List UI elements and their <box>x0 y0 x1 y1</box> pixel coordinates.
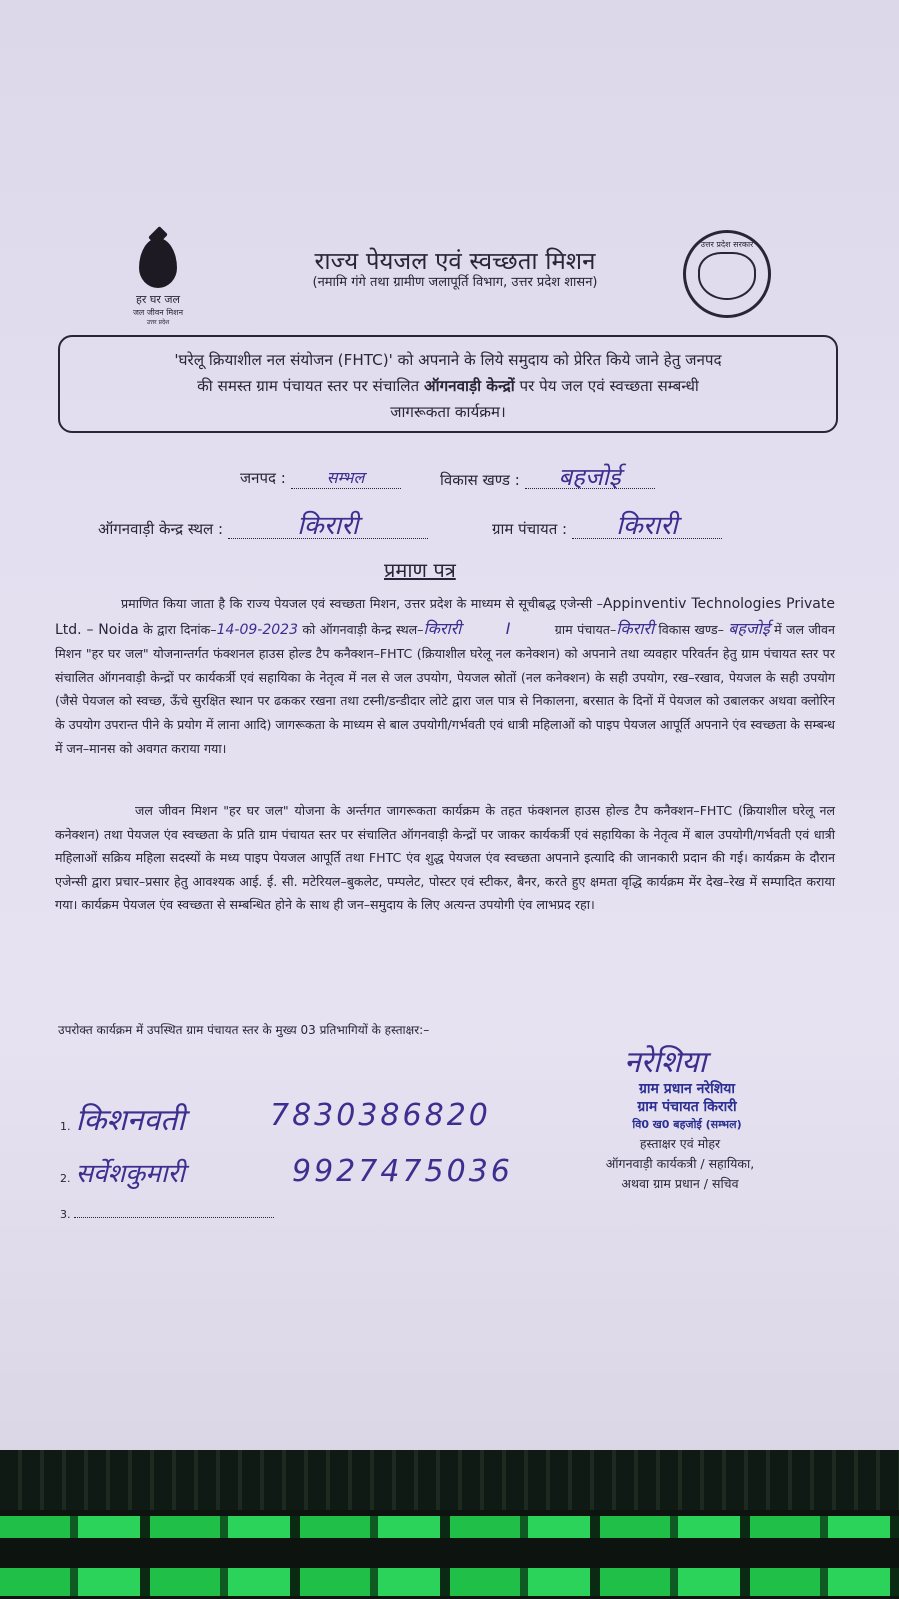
har-ghar-jal-logo <box>118 238 198 326</box>
certificate-paragraph-1: प्रमाणित किया जाता है कि राज्य पेयजल एवं स्वच्छता मिशन, उत्तर प्रदेश के माध्यम से सूचीबद्ध एजेन्सी –Appinventiv Technologies Private Ltd. – Noida के द्वारा दिनांक–14-09-2023 को ऑगनवाड़ी केन्द्र स्थल–किरारी I ग्राम पंचायत–किरारी विकास खण्ड– बहजोई में जल जीवन मिशन "हर घर जल" योजनान्तर्गत फंक्शनल हाउस होल्ड टैप कनैक्शन–FHTC (क्रियाशील घरेलू नल कनेक्शन) को अपनाने तथा व्यवहार परिवर्तन हेतु ग्राम पंचायत स्तर पर संचालित ऑगनवाड़ी केन्द्रों पर कार्यकर्त्री एवं सहायिका के नेतृत्व में नल से जल उपयोग, पेयजल स्रोतों (नल कनेक्शन) के सही उपयोग, रख–रखाव, पेयजल के सही उपयोग (जैसे पेयजल को स्वच्छ, ऊँचे सुरक्षित स्थान पर ढककर रखना तथा टस्नी/डन्डीदार लोटे द्वारा जल पात्र से निकालना, बरसात के दिनों में पेयजल को उबालकर अथवा क्लोरिन के उपयोग उपरान्त पीने के प्रयोग में लाना आदि) जागरूकता के माध्यम से बाल उपयोगी/गर्भवती एवं धात्री महिलाओं को पाइप पेयजल आपूर्ति अपनाने एंव स्वच्छता के सम्बन्ध में जन–मानस को अवगत कराया गया। <box>55 596 835 756</box>
vikas-khand-value: बहजोई <box>525 466 655 489</box>
certificate-heading: प्रमाण पत्र <box>384 558 456 582</box>
program-date: 14-09-2023 <box>216 621 298 638</box>
participant-phone-2: 9927475036 <box>292 1154 513 1189</box>
background-mat <box>0 1450 899 1599</box>
vikas-khand-field <box>440 463 655 491</box>
participant-name-2: सर्वेशकुमारी <box>75 1159 185 1189</box>
anganwadi-value: किरारी <box>228 514 428 539</box>
gram-panchayat-value: किरारी <box>572 514 722 539</box>
anganwadi-field <box>98 511 428 541</box>
participant-row-1: 1. किशनवती 7830386820 <box>60 1098 491 1138</box>
certificate-paragraph-2: जल जीवन मिशन "हर घर जल" योजना के अर्न्तगत जागरूकता कार्यक्रम के तहत फंक्शनल हाउस होल्ड टैप कनैक्शन–FHTC (क्रियाशील घरेलू नल कनेक्शन) तथा पेयजल एंव स्वच्छता के प्रति ग्राम पंचायत स्तर पर संचालित ऑगनवाड़ी केन्द्रों पर जाकर कार्यकर्त्री एवं सहायिका के नेतृत्व में बाल उपयोगी/गर्भवती एवं धात्री महिलाओं सक्रिय महिला सदस्यों के मध्य पाइप पेयजल आपूर्ति तथा FHTC एंव शुद्ध पेयजल एंव स्वच्छता अपनाने इत्यादि की जानकारी प्रदान की गई। कार्यक्रम के दौरान एजेन्सी द्वारा प्रचार–प्रसार हेतु आवश्यक आई. ई. सी. मटेरियल–बुकलेट, पम्पलेट, पोस्टर एवं स्टीकर, बैनर, करते हुए क्षमता वृद्धि कार्यक्रम मेंर देख–रेख में सम्पादित कराया गया। कार्यक्रम पेयजल एंव स्वच्छता से सम्बन्धित होने के साथ ही जन–समुदाय के लिए अत्यन्त उपयोगी एंव लाभप्रद रहा। <box>55 803 835 913</box>
mission-subtitle: (नमामि गंगे तथा ग्रामीण जलापूर्ति विभाग, उत्तर प्रदेश शासन) <box>312 275 598 290</box>
anganwadi-label: ऑगनवाड़ी केन्द्र स्थल : <box>98 520 224 538</box>
vikas-khand-label: विकास खण्ड : <box>440 471 520 489</box>
water-drop-icon <box>139 238 177 288</box>
banner-line3: जागरूकता कार्यक्रम। <box>390 403 506 421</box>
logo-line3: उत्तर प्रदेश <box>146 319 170 326</box>
janpad-value: सम्भल <box>291 466 401 489</box>
gp-value: किरारी <box>616 618 655 638</box>
pradhan-signature: नरेशिया <box>624 1045 707 1080</box>
participant-name-1: किशनवती <box>75 1103 186 1138</box>
emblem-icon <box>698 252 756 300</box>
participant-row-2: 2. सर्वेशकुमारी 9927475036 <box>60 1154 513 1189</box>
program-banner <box>58 335 838 433</box>
site-number: I <box>505 618 511 638</box>
vk-value: बहजोई <box>728 618 770 638</box>
agency-name: Appinventiv Technologies Private Ltd. – Noida <box>55 596 835 638</box>
mission-title: राज्य पेयजल एवं स्वच्छता मिशन <box>314 247 596 275</box>
gram-panchayat-label: ग्राम पंचायत : <box>492 520 568 538</box>
participants-intro: उपरोक्त कार्यक्रम में उपस्थित ग्राम पंचायत स्तर के मुख्य 03 प्रतिभागियों के हस्ताक्षर:– <box>58 1023 430 1037</box>
pradhan-stamp: ग्राम प्रधान नरेशिया ग्राम पंचायत किरारी वि0 ख0 बहजोई (सम्भल) <box>632 1081 742 1131</box>
gram-panchayat-field <box>492 511 722 541</box>
banner-line1: 'घरेलू क्रियाशील नल संयोजन (FHTC)' को अपनाने के लिये समुदाय को प्रेरित किये जाने हेतु जनपद <box>174 351 722 369</box>
participant-phone-1: 7830386820 <box>270 1098 491 1133</box>
up-government-seal <box>683 230 771 318</box>
site-value: किरारी <box>423 618 462 638</box>
participant-row-3: 3. <box>60 1208 290 1221</box>
logo-line2: जल जीवन मिशन <box>132 308 184 317</box>
janpad-field <box>240 466 401 489</box>
janpad-label: जनपद : <box>240 469 286 487</box>
banner-line2: की समस्त ग्राम पंचायत स्तर पर संचालित ऑगनवाड़ी केन्द्रों पर पेय जल एवं स्वच्छता सम्बन्धी <box>197 377 699 395</box>
signatory-caption: हस्ताक्षर एवं मोहर ऑगनवाड़ी कार्यकत्री / सहायिका, अथवा ग्राम प्रधान / सचिव <box>605 1136 755 1191</box>
seal-text: उत्तर प्रदेश सरकार <box>700 240 754 249</box>
logo-line1: हर घर जल <box>136 293 180 306</box>
